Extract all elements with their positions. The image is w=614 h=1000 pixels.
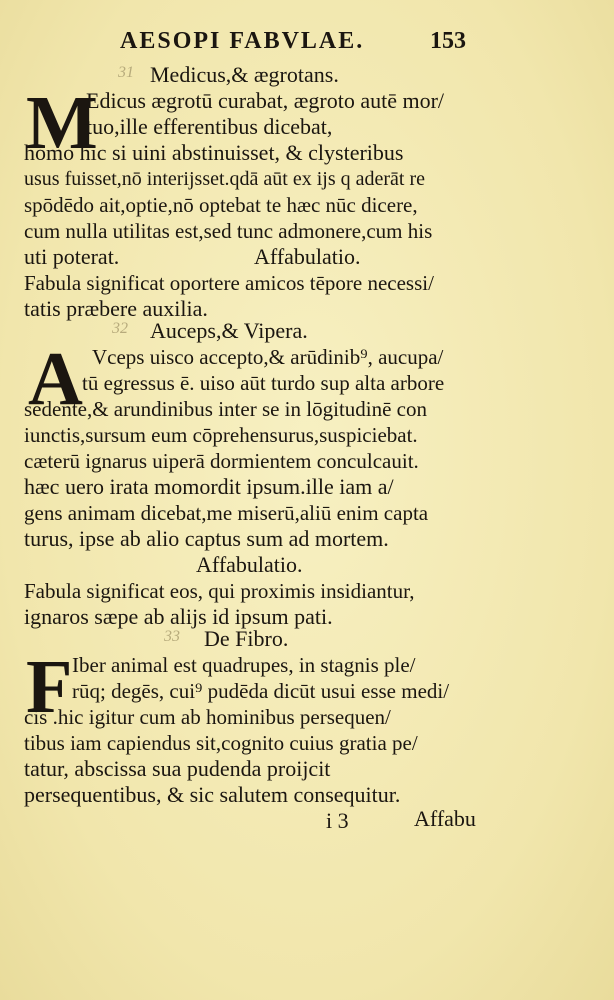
drop-cap: F [26, 645, 73, 729]
text-line: tatis præbere auxilia. [24, 296, 208, 321]
text-line: turus, ipse ab alio captus sum ad mortem. [24, 526, 389, 551]
text-line: tuo,ille efferentibus dicebat, [86, 114, 333, 139]
text-line: cis .hic igitur cum ab hominibus persequen/ [24, 705, 391, 729]
fable-number: 33 [164, 628, 180, 645]
affabulatio-heading: Affabulatio. [196, 552, 303, 577]
text-line: persequentibus, & sic salutem consequitur. [24, 782, 401, 807]
fable-title: Medicus,& ægrotans. [150, 62, 339, 87]
running-title: AESOPI FABVLAE. [120, 28, 365, 54]
text-line: iunctis,sursum eum cōprehensurus,suspiciebat. [24, 423, 418, 447]
text-line: Iber animal est quadrupes, in stagnis ple/ [72, 653, 416, 677]
text-line: spōdēdo ait,optie,nō optebat te hæc nūc dicere, [24, 193, 418, 217]
fable-number: 31 [118, 64, 134, 81]
text-line: tatur, abscissa sua pudenda proijcit [24, 756, 331, 781]
text-line: Fabula significat oportere amicos tēpore necessi/ [24, 271, 434, 295]
text-line: usus fuisset,nō interijsset.qdā aūt ex ijs q aderāt re [24, 168, 426, 190]
text-line: cæterū ignarus uiperā dormientem conculcauit. [24, 449, 419, 473]
fable-number: 32 [112, 320, 128, 337]
drop-cap: A [28, 337, 83, 421]
text-line: ignaros sæpe ab alijs id ipsum pati. [24, 604, 333, 629]
text-line: Edicus ægrotū curabat, ægroto autē mor/ [86, 88, 445, 113]
page-header [0, 26, 614, 56]
text-line: Vceps uisco accepto,& arūdinib⁹, aucupa/ [92, 345, 444, 369]
text-line: cum nulla utilitas est,sed tunc admonere,cum his [24, 219, 433, 243]
signature-mark: i 3 [326, 808, 349, 833]
affabulatio-heading: Affabulatio. [254, 244, 361, 269]
fable-title: Auceps,& Vipera. [150, 318, 308, 343]
text-line: hæc uero irata momordit ipsum.ille iam a/ [24, 474, 394, 499]
text-line: sedente,& arundinibus inter se in lōgitudinē con [24, 397, 427, 421]
text-line: gens animam dicebat,me miserū,aliū enim capta [24, 501, 429, 525]
catchword: Affabu [414, 806, 476, 831]
text-line: tibus iam capiendus sit,cognito cuius gratia pe/ [24, 731, 418, 755]
text-line: Fabula significat eos, qui proximis insidiantur, [24, 579, 415, 603]
drop-cap: M [26, 81, 98, 165]
text-line: rūq; degēs, cui⁹ pudēda dicūt usui esse medi/ [72, 679, 450, 703]
text-line: uti poterat. [24, 244, 120, 269]
fable-title: De Fibro. [204, 626, 289, 651]
text-line: tū egressus ē. uiso aūt turdo sup alta arbore [82, 371, 445, 395]
page-number: 153 [430, 28, 466, 54]
text-line: homo hic si uini abstinuisset, & clysteribus [24, 140, 404, 165]
